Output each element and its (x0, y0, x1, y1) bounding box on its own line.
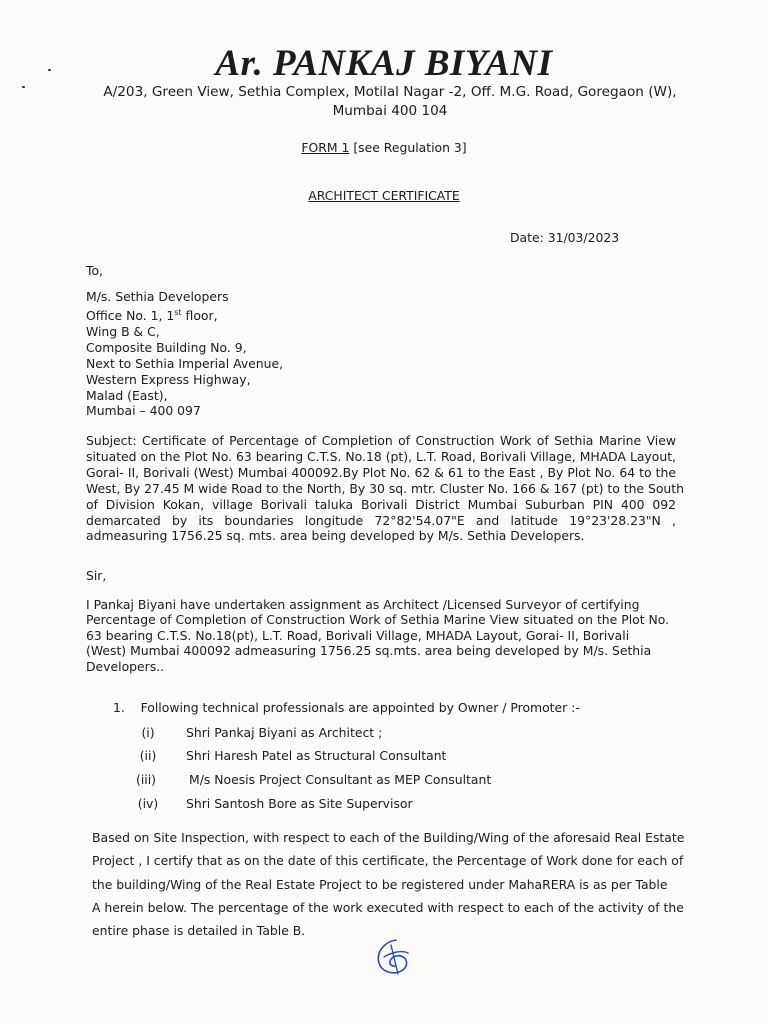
recipient-floor: floor, (181, 308, 218, 324)
subject-line: of Division Kokan, village Borivali taluka Borivali District Mumbai Suburban PIN 400 092 (86, 496, 676, 512)
list-item-text: Shri Haresh Patel as Structural Consultant (186, 748, 447, 763)
list-item-number: (iv) (137, 796, 159, 811)
paragraph-line: (West) Mumbai 400092 admeasuring 1756.25 sq.mts. area being developed by M/s. Sethia (86, 643, 652, 659)
recipient-line (86, 305, 283, 324)
recipient-office: Office No. 1, 1 (86, 308, 175, 324)
subject-line: Gorai- II, Borivali (West) Mumbai 400092.By Plot No. 62 & 61 to the East , By Plot No. 64 to the (86, 464, 676, 480)
certificate-date: Date: 31/03/2023 (510, 230, 620, 245)
intro-paragraph (86, 597, 676, 674)
paragraph-line: A herein below. The percentage of the work executed with respect to each of the activity of the (92, 899, 684, 915)
signature-initials (372, 936, 412, 980)
salutation: Sir, (86, 568, 107, 583)
certification-paragraph (92, 826, 702, 942)
subject-line: situated on the Plot No. 63 bearing C.T.S. No.18 (pt), L.T. Road, Borivali Village, MHADA Layout, (86, 448, 676, 464)
address-line-1: A/203, Green View, Sethia Complex, Motilal Nagar -2, Off. M.G. Road, Goregaon (W), (103, 84, 677, 100)
subject-line: Subject: Certificate of Percentage of Completion of Construction Work of Sethia Marine View (86, 433, 676, 448)
list-item-text: Shri Santosh Bore as Site Supervisor (186, 796, 413, 811)
address-line-2: Mumbai 400 104 (332, 103, 448, 119)
list-intro-text: Following technical professionals are appointed by Owner / Promoter :- (140, 700, 580, 715)
recipient-line: Western Express Highway, (86, 371, 251, 387)
recipient-line: Malad (East), (86, 387, 168, 403)
subject-line: demarcated by its boundaries longitude 72°82'54.07"E and latitude 19°23'28.23"N , (86, 512, 676, 528)
paragraph-line: 63 bearing C.T.S. No.18(pt), L.T. Road, Borivali Village, MHADA Layout, Gorai- II, Borivali (86, 627, 630, 643)
paragraph-line: Based on Site Inspection, with respect to each of the Building/Wing of the aforesaid Real Estate (92, 830, 685, 845)
list-item-number: (i) (141, 725, 155, 740)
recipient-line: Wing B & C, (86, 323, 160, 339)
letterhead-address (60, 83, 720, 121)
recipient-line: Mumbai – 400 097 (86, 403, 201, 419)
list-item-number: (iii) (136, 772, 156, 787)
list-heading (113, 699, 580, 716)
paragraph-line: I Pankaj Biyani have undertaken assignment as Architect /Licensed Surveyor of certifying (86, 597, 640, 612)
paragraph-line: Percentage of Completion of Construction Work of Sethia Marine View situated on the Plot No. (86, 612, 670, 628)
certificate-title: ARCHITECT CERTIFICATE (308, 188, 460, 203)
list-number: 1. (113, 700, 125, 715)
recipient-line: Composite Building No. 9, (86, 339, 247, 355)
to-label: To, (86, 263, 103, 278)
paragraph-line: the building/Wing of the Real Estate Project to be registered under MahaRERA is as per Table (92, 876, 668, 892)
form-heading (0, 139, 768, 156)
paragraph-line: entire phase is detailed in Table B. (92, 923, 306, 939)
form-regulation: [see Regulation 3] (349, 140, 467, 155)
subject-line: West, By 27.45 M wide Road to the North, By 30 sq. mtr. Cluster No. 166 & 167 (pt) to the South (86, 480, 684, 496)
recipient-floor-sup: st (174, 307, 182, 317)
list-item-text: M/s Noesis Project Consultant as MEP Consultant (189, 772, 492, 787)
recipient-address (86, 289, 283, 419)
list-item-number: (ii) (139, 748, 157, 763)
paragraph-line: Project , I certify that as on the date of this certificate, the Percentage of Work done for each of (92, 853, 684, 869)
subject-paragraph (86, 433, 684, 544)
scan-speck (22, 86, 25, 88)
paragraph-line: Developers.. (86, 658, 165, 674)
list-item-text: Shri Pankaj Biyani as Architect ; (186, 725, 383, 740)
form-label: FORM 1 (301, 140, 350, 155)
letterhead-name: Ar. PANKAJ BIYANI (215, 43, 553, 84)
recipient-line: Next to Sethia Imperial Avenue, (86, 355, 284, 371)
recipient-line: M/s. Sethia Developers (86, 289, 229, 304)
subject-line: admeasuring 1756.25 sq. mts. area being developed by M/s. Sethia Developers. (86, 528, 585, 544)
